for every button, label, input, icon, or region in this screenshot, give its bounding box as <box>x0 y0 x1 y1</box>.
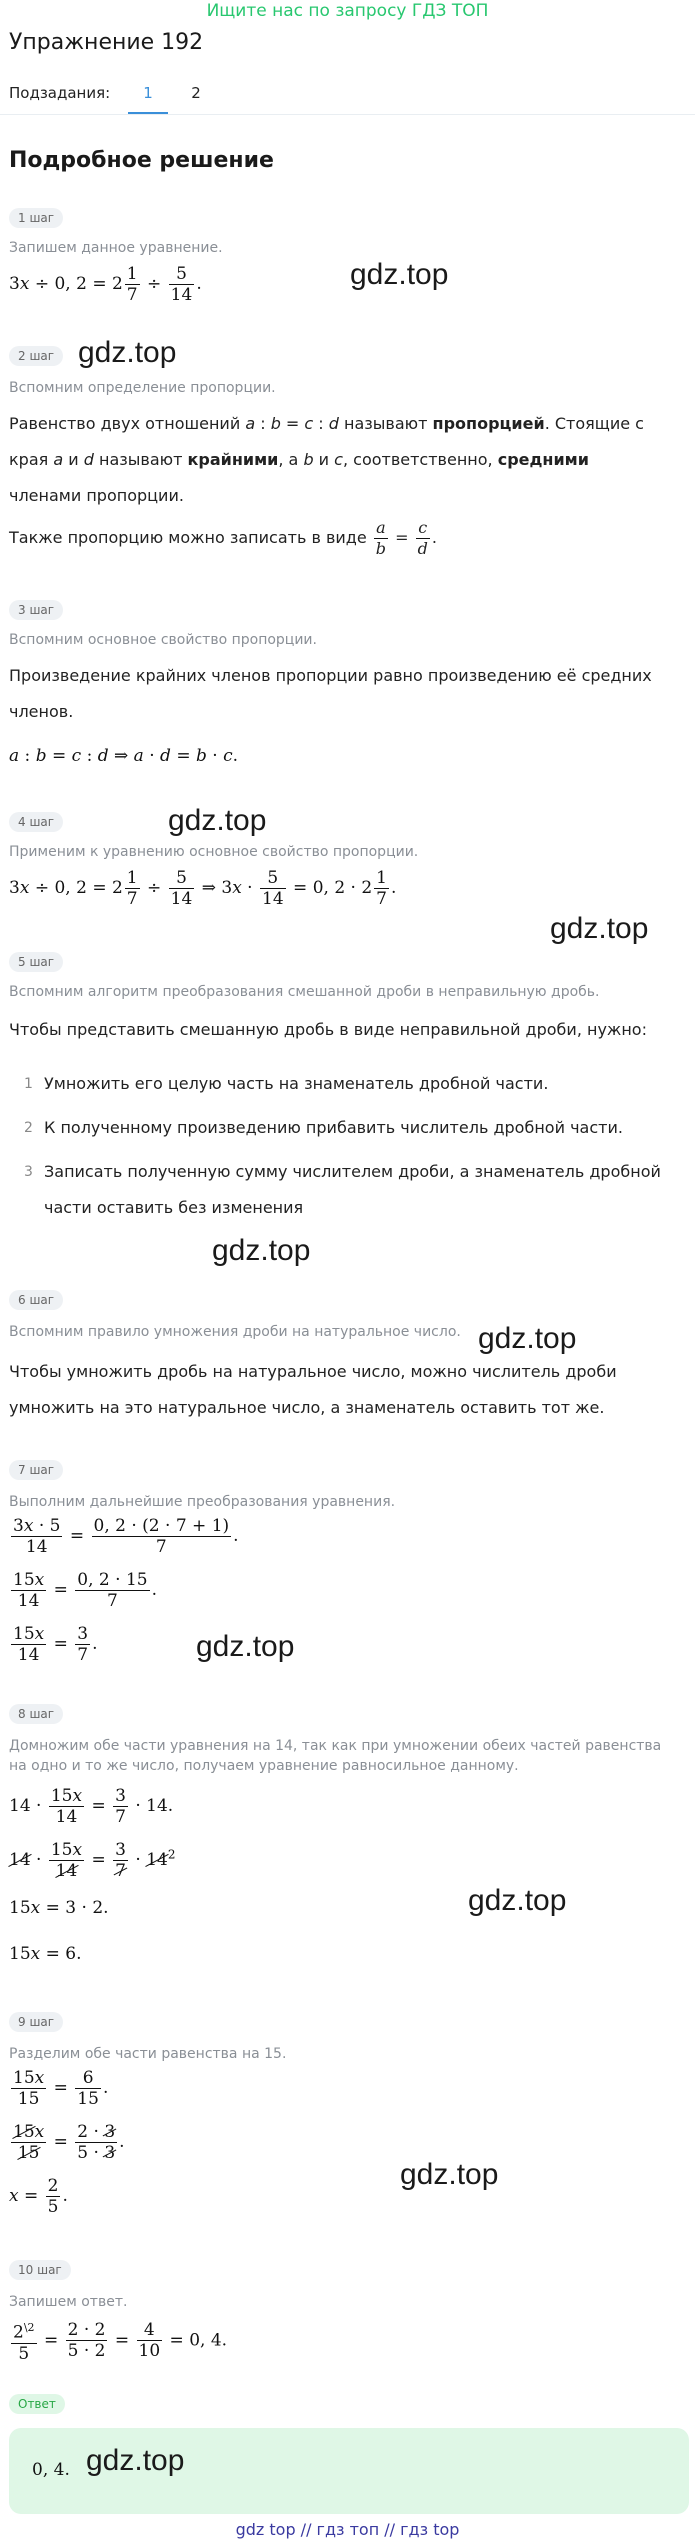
equation: 3x ÷ 0, 2 = 2 $\frac{1}{7}$ ÷ $\frac{5}{14}$ . <box>9 264 202 305</box>
search-banner[interactable]: Ищите нас по запросу ГДЗ ТОП <box>206 1 489 21</box>
list-item: Записать полученную сумму числителем дроби, а знаменатель дробной части оставить без изменения <box>44 1162 661 1217</box>
step-hint: Запишем ответ. <box>9 2294 128 2310</box>
step-badge: 9 шаг <box>9 2012 63 2032</box>
step-badge: 10 шаг <box>9 2260 71 2280</box>
paragraph: Также пропорцию можно записать в виде $\frac{a}{b}$ = $\frac{c}{d}$ . <box>9 518 437 558</box>
solution-title: Подробное решение <box>9 148 274 173</box>
list-item: Умножить его целую часть на знаменатель дробной части. <box>44 1074 549 1093</box>
page-title: Упражнение 192 <box>9 30 204 55</box>
subtasks-label: Подзадания: <box>9 84 111 102</box>
equation: 15x = 3 · 2. <box>9 1898 109 1918</box>
step-badge: 8 шаг <box>9 1704 63 1724</box>
step-badge: 6 шаг <box>9 1290 63 1310</box>
equation: 14 · $\frac{15x}{14}$ = $\frac{3}{7}$ · 14. <box>9 1786 174 1827</box>
equation: $\frac{2^{\backslash 2}}{5}$ = $\frac{2 \cdot 2}{5 \cdot 2}$ = $\frac{4}{10}$ = 0, 4. <box>9 2318 227 2364</box>
equation: $\frac{15x}{14}$ = $\frac{3}{7}$ . <box>13 1624 98 1665</box>
paragraph: Равенство двух отношений a : b = c : d называют пропорцией. Стоящие с края a и d называют крайними, а b и c, соответственно, средними членами пропорции. <box>9 414 644 505</box>
watermark: gdz.top <box>196 1630 295 1663</box>
watermark: gdz.top <box>478 1322 577 1355</box>
paragraph: Произведение крайних членов пропорции равно произведению её средних членов. <box>9 666 652 721</box>
answer-badge: Ответ <box>9 2394 65 2414</box>
equation: $\frac{15x}{15}$ = $\frac{6}{15}$ . <box>13 2068 109 2109</box>
step-badge: 4 шаг <box>9 812 63 832</box>
equation: a : b = c : d ⇒ a · d = b · c. <box>9 746 239 766</box>
step-badge: 7 шаг <box>9 1460 63 1480</box>
step-hint: Вспомним алгоритм преобразования смешанной дроби в неправильную дробь. <box>9 984 600 1000</box>
equation: $\frac{3x \cdot 5}{14}$ = $\frac{0, 2 \cdot (2 \cdot 7 + 1)}{7}$ . <box>13 1516 239 1557</box>
footer-links[interactable]: gdz top // гдз топ // гдз top <box>235 2520 460 2539</box>
watermark: gdz.top <box>212 1234 311 1267</box>
list-number: 1 <box>24 1076 33 1092</box>
equation: $\frac{15x}{14}$ = $\frac{0, 2 \cdot 15}{7}$ . <box>13 1570 157 1611</box>
paragraph: Чтобы умножить дробь на натуральное число, можно числитель дроби умножить на это натуральное число, а знаменатель оставить тот же. <box>9 1362 617 1417</box>
equation: x = $\frac{2}{5}$ . <box>9 2176 68 2217</box>
equation: 15x = 6. <box>9 1944 82 1964</box>
tab-subtask-1[interactable]: 1 <box>143 84 153 102</box>
step-hint: Разделим обе части равенства на 15. <box>9 2046 287 2062</box>
list-number: 3 <box>24 1164 33 1180</box>
step-badge: 2 шаг <box>9 346 63 366</box>
step-hint: Выполним дальнейшие преобразования уравнения. <box>9 1494 396 1510</box>
watermark: gdz.top <box>86 2444 185 2477</box>
divider <box>0 114 695 115</box>
step-hint: Применим к уравнению основное свойство пропорции. <box>9 844 419 860</box>
list-number: 2 <box>24 1120 33 1136</box>
step-hint: Вспомним правило умножения дроби на натуральное число. <box>9 1324 461 1340</box>
step-hint: Вспомним определение пропорции. <box>9 380 276 396</box>
step-hint: Запишем данное уравнение. <box>9 240 223 256</box>
watermark: gdz.top <box>550 912 649 945</box>
watermark: gdz.top <box>400 2158 499 2191</box>
watermark: gdz.top <box>168 804 267 837</box>
equation: 3x ÷ 0, 2 = 2 $\frac{1}{7}$ ÷ $\frac{5}{14}$ ⇒ 3x · $\frac{5}{14}$ = 0, 2 · 2 $\frac{1}{7}$ . <box>9 868 397 909</box>
watermark: gdz.top <box>78 336 177 369</box>
step-badge: 1 шаг <box>9 208 63 228</box>
paragraph: Чтобы представить смешанную дробь в виде неправильной дроби, нужно: <box>9 1020 647 1039</box>
tab-subtask-2[interactable]: 2 <box>191 84 201 102</box>
step-hint: Домножим обе части уравнения на 14, так как при умножении обеих частей равенства на одно и то же число, получаем уравнение равносильное данному. <box>9 1738 662 1774</box>
answer-value: 0, 4. <box>32 2460 70 2480</box>
equation: 14 · $\frac{15x}{14}$ = $\frac{3}{7}$ · $14^2$ <box>9 1840 176 1881</box>
equation: $\frac{15x}{15}$ = $\frac{2 \cdot 3}{5 \cdot 3}$ . <box>13 2122 125 2163</box>
watermark: gdz.top <box>468 1884 567 1917</box>
watermark: gdz.top <box>350 258 449 291</box>
list-item: К полученному произведению прибавить числитель дробной части. <box>44 1118 623 1137</box>
step-badge: 5 шаг <box>9 952 63 972</box>
step-hint: Вспомним основное свойство пропорции. <box>9 632 317 648</box>
step-badge: 3 шаг <box>9 600 63 620</box>
